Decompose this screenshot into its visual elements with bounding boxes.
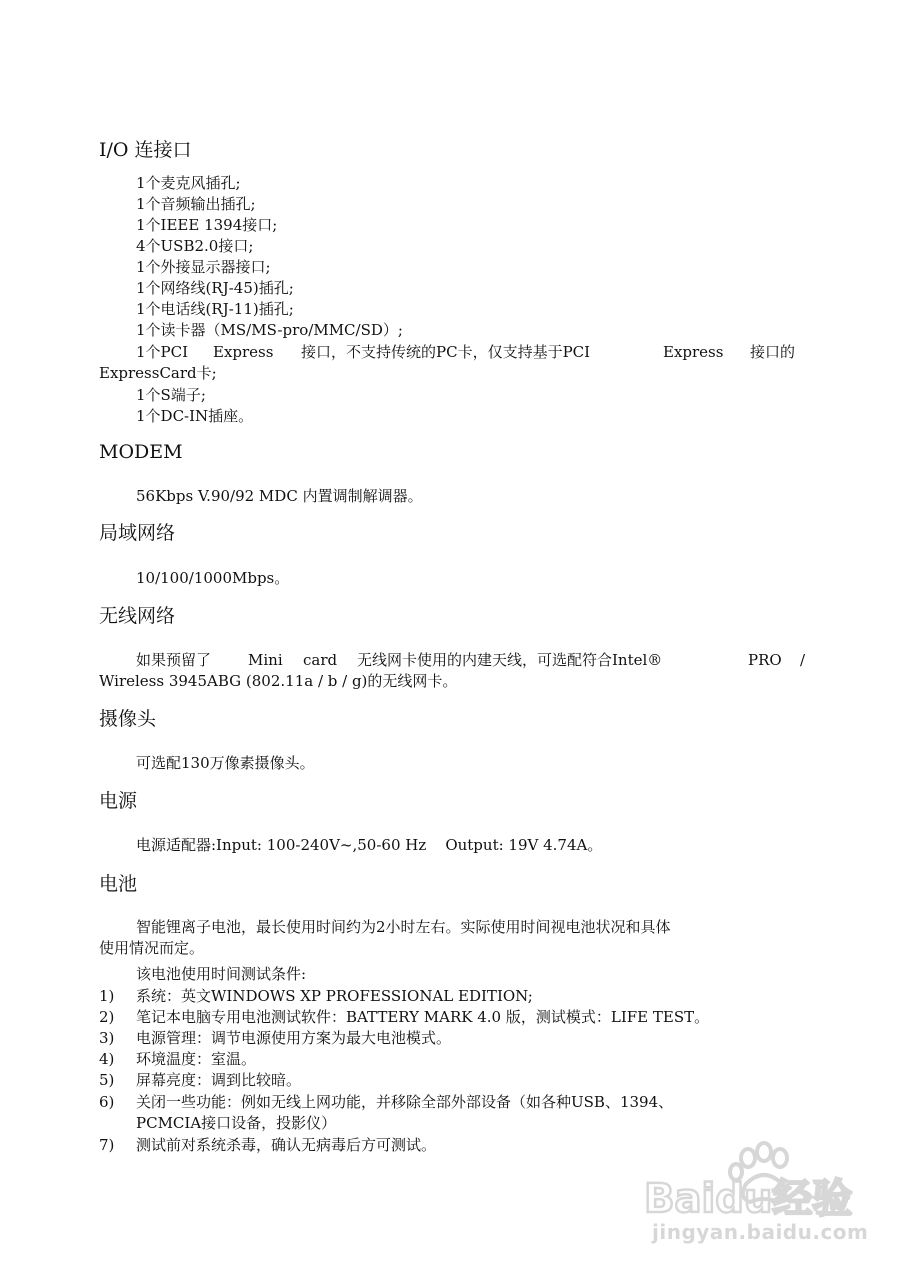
battery-conditions-title: 该电池使用时间测试条件: [136,965,307,983]
wireless-word: PRO [748,651,782,669]
section-text: 56Kbps V.90/92 MDC 内置调制解调器。 [136,487,423,505]
section-text: 10/100/1000Mbps。 [136,569,290,587]
watermark-logo-text: Baidu经验 [644,1176,853,1222]
section-heading-power: 电源 [99,790,138,812]
list-number: 2) [99,1008,115,1026]
section-heading-wireless: 无线网络 [99,605,176,627]
wireless-word: / [800,651,806,669]
pci-word: 1个PCI [136,343,189,361]
list-item: 1个S端子; [136,386,206,404]
watermark-url: jingyan.baidu.com [652,1220,869,1244]
section-heading-battery: 电池 [99,873,138,895]
list-item: 1个IEEE 1394接口; [136,216,278,234]
list-number: 5) [99,1071,115,1089]
list-item-continuation: ExpressCard卡; [99,364,217,382]
list-item: 1个网络线(RJ-45)插孔; [136,279,294,297]
list-item: 系统：英文WINDOWS XP PROFESSIONAL EDITION; [136,987,533,1005]
list-item: 测试前对系统杀毒，确认无病毒后方可测试。 [136,1136,437,1154]
list-item: 1个外接显示器接口; [136,258,271,276]
list-item: 1个音频输出插孔; [136,195,256,213]
pci-word: 接口的 [750,343,796,361]
section-heading-lan: 局域网络 [99,522,176,544]
list-item: 1个麦克风插孔; [136,174,241,192]
list-item-continuation: PCMCIA接口设备，投影仪） [136,1114,337,1132]
list-number: 1) [99,987,115,1005]
list-item: 屏幕亮度：调到比较暗。 [136,1071,302,1089]
list-number: 4) [99,1050,115,1068]
list-item: 1个DC-IN插座。 [136,407,254,425]
section-text-continuation: Wireless 3945ABG (802.11a / b / g)的无线网卡。 [99,672,458,690]
battery-paragraph: 智能锂离子电池，最长使用时间约为2小时左右。实际使用时间视电池状况和具体 [136,918,671,936]
list-number: 6) [99,1093,115,1111]
list-item: 电源管理：调节电源使用方案为最大电池模式。 [136,1029,452,1047]
pci-word: 接口，不支持传统的PC卡，仅支持基于PCI [301,343,591,361]
section-heading-io: I/O 连接口 [99,139,192,161]
section-text: 可选配130万像素摄像头。 [136,754,315,772]
wireless-word: card [303,651,338,669]
list-item: 4个USB2.0接口; [136,237,254,255]
list-item: 1个电话线(RJ-11)插孔; [136,300,294,318]
list-item: 环境温度：室温。 [136,1050,257,1068]
pci-word: Express [663,343,724,361]
pci-word: Express [213,343,274,361]
wireless-word: 如果预留了 [136,651,212,669]
section-heading-camera: 摄像头 [99,708,157,730]
wireless-word: Mini [248,651,283,669]
list-item: 1个读卡器（MS/MS-pro/MMC/SD）; [136,321,403,339]
list-item: 笔记本电脑专用电池测试软件：BATTERY MARK 4.0 版，测试模式：LIFE TEST。 [136,1008,710,1026]
section-text: 电源适配器:Input: 100-240V~,50-60 Hz Output: 19V 4.74A。 [136,836,603,854]
list-item: 关闭一些功能：例如无线上网功能，并移除全部外部设备（如各种USB、1394、 [136,1093,674,1111]
list-number: 7) [99,1136,115,1154]
battery-paragraph-continuation: 使用情况而定。 [99,939,205,957]
wireless-word: 无线网卡使用的内建天线，可选配符合Intel® [357,651,663,669]
list-number: 3) [99,1029,115,1047]
section-heading-modem: MODEM [99,441,183,463]
